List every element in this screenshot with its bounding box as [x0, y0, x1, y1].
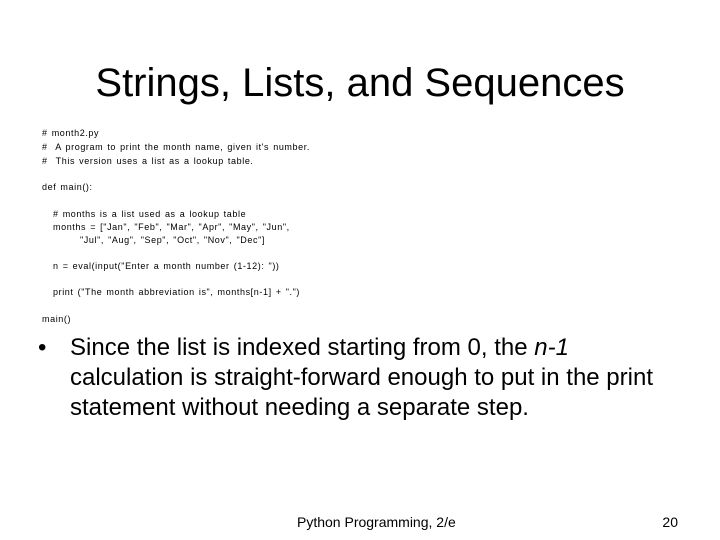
- code-line-months-first: months = ["Jan", "Feb", "Mar", "Apr", "May", "Jun",: [53, 222, 290, 232]
- bullet-text-emphasis: n-1: [534, 334, 569, 361]
- slide-title: Strings, Lists, and Sequences: [95, 61, 625, 105]
- code-line-input: n = eval(input("Enter a month number (1-12): ")): [53, 261, 280, 271]
- footer-course-title: Python Programming, 2/e: [297, 514, 456, 530]
- code-line-comment-version: # This version uses a list as a lookup table.: [42, 156, 254, 166]
- code-line-months-second: "Jul", "Aug", "Sep", "Oct", "Nov", "Dec"]: [80, 235, 265, 245]
- bullet-text-before: Since the list is indexed starting from 0, the: [70, 334, 535, 361]
- footer-page-number: 20: [662, 514, 678, 530]
- code-line-comment-description: # A program to print the month name, given it's number.: [42, 142, 310, 152]
- code-line-main-call: main(): [42, 314, 72, 324]
- bullet-icon: •: [38, 334, 47, 361]
- bullet-text-after: calculation is straight-forward enough to put in the print statement without needing a separate step.: [70, 364, 653, 421]
- code-line-print: print ("The month abbreviation is", months[n-1] + "."): [53, 287, 301, 297]
- code-line-def-main: def main():: [42, 182, 93, 192]
- code-line-comment-filename: # month2.py: [42, 128, 100, 138]
- code-line-comment-months: # months is a list used as a lookup table: [53, 209, 247, 219]
- bullet-text: [70, 333, 670, 423]
